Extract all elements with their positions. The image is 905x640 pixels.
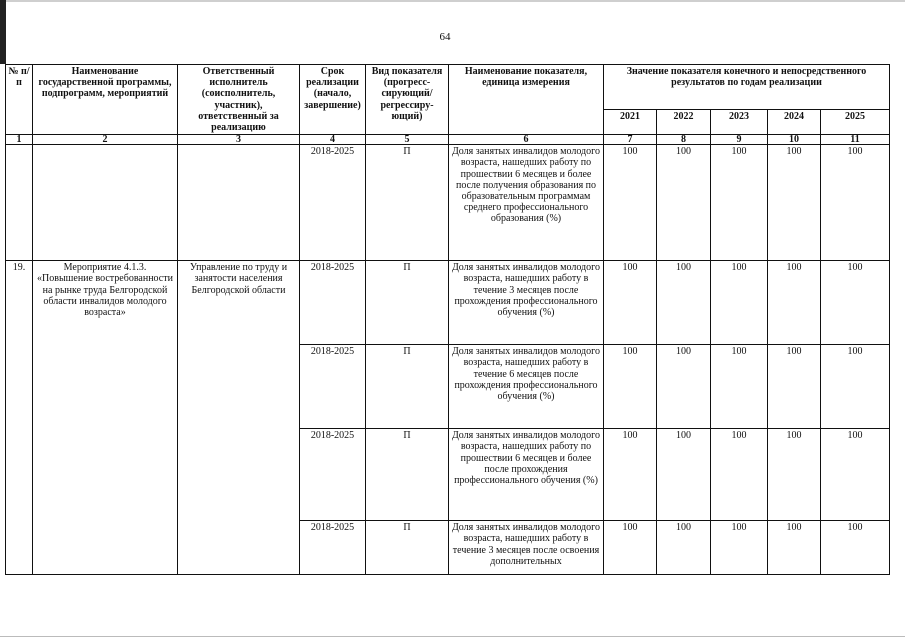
table-row <box>6 145 890 261</box>
column-number: 11 <box>821 135 890 145</box>
header-values-group: Значение показателя конечного и непосредственного результатов по годам реализации <box>604 65 890 110</box>
column-number: 2 <box>33 135 178 145</box>
cell-value: 100 <box>604 521 657 575</box>
cell-value: 100 <box>821 521 890 575</box>
cell-period: 2018-2025 <box>300 429 366 521</box>
cell-value: 100 <box>768 145 821 261</box>
cell-value: 100 <box>657 145 711 261</box>
cell-period: 2018-2025 <box>300 145 366 261</box>
cell-value: 100 <box>657 261 711 345</box>
cell-period: 2018-2025 <box>300 261 366 345</box>
column-number: 8 <box>657 135 711 145</box>
cell-value: 100 <box>768 261 821 345</box>
header-year: 2021 <box>604 109 657 134</box>
header-period: Срок реализации (начало, завершение) <box>300 65 366 135</box>
cell-value: 100 <box>604 429 657 521</box>
page-number: 64 <box>439 31 451 43</box>
header-indicator-name: Наименование показателя, единица измерения <box>449 65 604 135</box>
cell-value: 100 <box>657 345 711 429</box>
cell-value: 100 <box>604 145 657 261</box>
cell-value: 100 <box>768 429 821 521</box>
column-number: 7 <box>604 135 657 145</box>
cell-value: 100 <box>604 261 657 345</box>
column-number: 5 <box>366 135 449 145</box>
cell-indicator-name: Доля занятых инвалидов молодого возраста, нашедших работу в течение 3 месяцев после освоения дополнительных <box>449 521 604 575</box>
header-year: 2024 <box>768 109 821 134</box>
cell-num <box>6 145 33 261</box>
indicators-table <box>5 64 890 575</box>
cell-value: 100 <box>821 145 890 261</box>
cell-value: 100 <box>657 521 711 575</box>
cell-period: 2018-2025 <box>300 521 366 575</box>
column-number: 9 <box>711 135 768 145</box>
cell-value: 100 <box>711 345 768 429</box>
cell-indicator-type: П <box>366 261 449 345</box>
cell-value: 100 <box>821 261 890 345</box>
cell-value: 100 <box>604 345 657 429</box>
header-year: 2025 <box>821 109 890 134</box>
table-row <box>6 261 890 345</box>
cell-executor: Управление по труду и занятости населения Белгородской области <box>178 261 300 575</box>
cell-value: 100 <box>821 345 890 429</box>
header-program-name: Наименование государственной программы, подпрограмм, мероприятий <box>33 65 178 135</box>
cell-program-name: Мероприятие 4.1.3. «Повышение востребованности на рынке труда Белгородской области инвалидов молодого возраста» <box>33 261 178 575</box>
header-executor: Ответственный исполнитель (соисполнитель, участник), ответственный за реализацию <box>178 65 300 135</box>
cell-indicator-type: П <box>366 429 449 521</box>
cell-value: 100 <box>711 521 768 575</box>
cell-value: 100 <box>768 345 821 429</box>
cell-value: 100 <box>711 429 768 521</box>
column-number: 1 <box>6 135 33 145</box>
column-number: 10 <box>768 135 821 145</box>
cell-indicator-name: Доля занятых инвалидов молодого возраста, нашедших работу в течение 6 месяцев после прохождения профессионального обучения (%) <box>449 345 604 429</box>
cell-indicator-name: Доля занятых инвалидов молодого возраста, нашедших работу по прошествии 6 месяцев и более после прохождения профессионального обучения (%) <box>449 429 604 521</box>
cell-indicator-type: П <box>366 345 449 429</box>
cell-period: 2018-2025 <box>300 345 366 429</box>
cell-indicator-type: П <box>366 145 449 261</box>
header-year: 2023 <box>711 109 768 134</box>
scan-top-edge <box>0 0 905 2</box>
cell-indicator-name: Доля занятых инвалидов молодого возраста, нашедших работу по прошествии 6 месяцев и более после получения образования по образовательным программам среднего профессионального образования (%) <box>449 145 604 261</box>
cell-num: 19. <box>6 261 33 575</box>
column-number: 4 <box>300 135 366 145</box>
cell-indicator-type: П <box>366 521 449 575</box>
cell-value: 100 <box>711 145 768 261</box>
cell-value: 100 <box>768 521 821 575</box>
cell-value: 100 <box>657 429 711 521</box>
column-number: 3 <box>178 135 300 145</box>
cell-program-name <box>33 145 178 261</box>
header-num: № п/п <box>6 65 33 135</box>
header-indicator-type: Вид показателя (прогресс- сирующий/ регрессиру- ющий) <box>366 65 449 135</box>
scan-bottom-edge <box>0 636 905 637</box>
column-number: 6 <box>449 135 604 145</box>
cell-value: 100 <box>821 429 890 521</box>
cell-value: 100 <box>711 261 768 345</box>
cell-indicator-name: Доля занятых инвалидов молодого возраста, нашедших работу в течение 3 месяцев после прохождения профессионального обучения (%) <box>449 261 604 345</box>
header-year: 2022 <box>657 109 711 134</box>
cell-executor <box>178 145 300 261</box>
